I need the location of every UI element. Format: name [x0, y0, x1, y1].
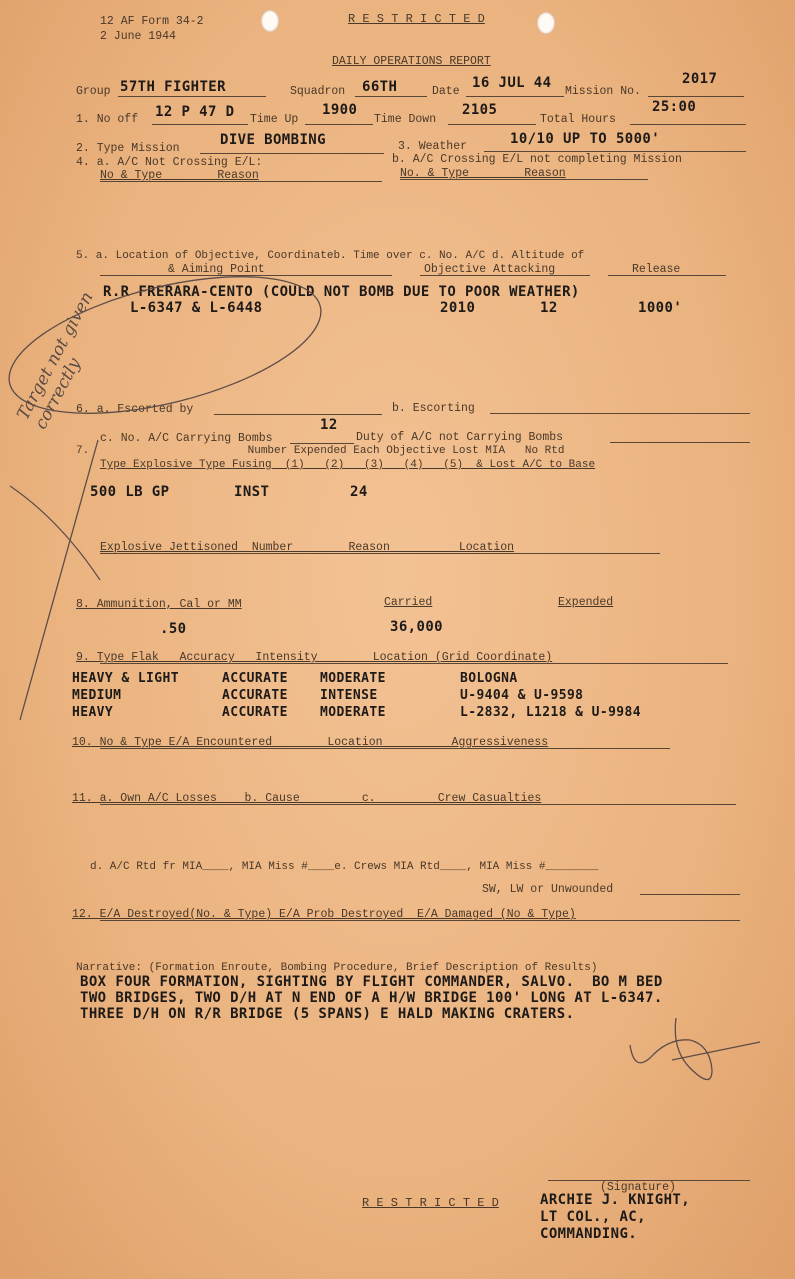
ea-destroyed-label: 12. E/A Destroyed(No. & Type) E/A Prob Destroyed E/A Damaged (No & Type)	[72, 908, 576, 921]
group-value: 57TH FIGHTER	[120, 79, 226, 95]
group-label: Group	[76, 85, 111, 98]
ammunition-label: 8. Ammunition, Cal or MM	[76, 598, 242, 611]
mission-label: Mission No.	[565, 85, 641, 98]
caliber-value: .50	[160, 621, 187, 637]
ac-not-crossing-label: 4. a. A/C Not Crossing E/L:	[76, 156, 263, 169]
flak-accuracy: ACCURATE	[222, 671, 288, 686]
no-off-label: 1. No off	[76, 113, 139, 126]
objective-value: R.R FRERARA-CENTO (COULD NOT BOMB DUE TO POOR WEATHER)	[103, 284, 580, 300]
explosive-header-1: 7. Number Expended Each Objective Lost MIA No Rtd	[76, 445, 565, 457]
type-mission-label: 2. Type Mission	[76, 142, 180, 155]
objective-attacking-label: Objective Attacking	[424, 263, 556, 276]
mission-value: 2017	[682, 71, 718, 87]
no-ac-value: 12	[540, 300, 558, 316]
ac-carrying-bombs-value: 12	[320, 417, 338, 433]
form-number: 12 AF Form 34-2	[100, 15, 204, 28]
time-up-label: Time Up	[250, 113, 299, 126]
margin-tick	[10, 486, 100, 580]
time-down-value: 2105	[462, 102, 498, 118]
wound-status-label: SW, LW or Unwounded	[482, 883, 614, 896]
coordinates-value: L-6347 & L-6448	[130, 300, 263, 316]
initials-mark	[630, 1018, 760, 1080]
ac-carrying-bombs-label: c. No. A/C Carrying Bombs	[100, 432, 273, 445]
narrative-label: Narrative: (Formation Enroute, Bombing Procedure, Brief Description of Results)	[76, 962, 598, 974]
carried-label: Carried	[384, 596, 433, 609]
own-losses-label: 11. a. Own A/C Losses b. Cause c. Crew Casualties	[72, 792, 542, 805]
duty-label: Duty of A/C not Carrying Bombs	[356, 431, 564, 444]
aiming-point-label: & Aiming Point	[168, 263, 265, 276]
weather-value: 10/10 UP TO 5000'	[510, 131, 661, 147]
total-hours-label: Total Hours	[540, 113, 616, 126]
time-over-value: 2010	[440, 300, 476, 316]
flak-intensity: MODERATE	[320, 705, 386, 720]
jettisoned-label: Explosive Jettisoned Number Reason Location	[100, 541, 515, 554]
margin-note: Target not given correctly	[13, 288, 98, 433]
signer-name: ARCHIE J. KNIGHT,	[540, 1192, 691, 1208]
report-title: DAILY OPERATIONS REPORT	[332, 55, 491, 68]
no-off-value: 12 P 47 D	[155, 104, 235, 120]
narrative-line: BOX FOUR FORMATION, SIGHTING BY FLIGHT COMMANDER, SALVO. BO M BED	[80, 974, 663, 990]
weather-label: 3. Weather	[398, 140, 468, 153]
enemy-aircraft-label: 10. No & Type E/A Encountered Location Aggressiveness	[72, 736, 549, 749]
explosive-type-value: 500 LB GP	[90, 484, 170, 500]
date-value: 16 JUL 44	[472, 75, 552, 91]
altitude-value: 1000'	[638, 300, 683, 316]
squadron-label: Squadron	[290, 85, 346, 98]
classification-footer: R E S T R I C T E D	[362, 1196, 499, 1210]
time-down-label: Time Down	[374, 113, 437, 126]
flak-accuracy: ACCURATE	[222, 688, 288, 703]
narrative-line: TWO BRIDGES, TWO D/H AT N END OF A H/W BRIDGE 100' LONG AT L-6347.	[80, 990, 663, 1006]
squadron-value: 66TH	[362, 79, 398, 95]
objective-header: 5. a. Location of Objective, Coordinateb. Time over c. No. A/C d. Altitude of	[76, 250, 585, 262]
date-label: Date	[432, 85, 460, 98]
narrative-line: THREE D/H ON R/R BRIDGE (5 SPANS) E HALD MAKING CRATERS.	[80, 1006, 575, 1022]
flak-type: HEAVY	[72, 705, 114, 720]
flak-location: U-9404 & U-9598	[460, 688, 584, 703]
classification-header: R E S T R I C T E D	[348, 12, 485, 26]
escorting-label: b. Escorting	[392, 402, 475, 415]
flak-type: HEAVY & LIGHT	[72, 671, 179, 686]
flak-header: 9. Type Flak Accuracy Intensity Location (Grid Coordinate)	[76, 651, 553, 664]
flak-location: BOLOGNA	[460, 671, 518, 686]
ac-crossing-sub: No. & Type Reason	[400, 167, 566, 180]
ac-crossing-label: b. A/C Crossing E/L not completing Mission	[392, 153, 682, 166]
fusing-value: INST	[234, 484, 270, 500]
release-label: Release	[632, 263, 681, 276]
signer-title: COMMANDING.	[540, 1226, 638, 1242]
mia-returned-line: d. A/C Rtd fr MIA____, MIA Miss #____e. Crews MIA Rtd____, MIA Miss #________	[90, 861, 599, 873]
flak-location: L-2832, L1218 & U-9984	[460, 705, 641, 720]
type-mission-value: DIVE BOMBING	[220, 132, 326, 148]
expended-label: Expended	[558, 596, 614, 609]
explosive-header-2: Type Explosive Type Fusing (1) (2) (3) (4) (5) & Lost A/C to Base	[100, 459, 596, 471]
total-hours-value: 25:00	[652, 99, 697, 115]
flak-type: MEDIUM	[72, 688, 122, 703]
carried-value: 36,000	[390, 619, 443, 635]
margin-slash	[20, 440, 98, 720]
ac-not-crossing-sub: No & Type Reason	[100, 169, 259, 182]
time-up-value: 1900	[322, 102, 358, 118]
flak-intensity: INTENSE	[320, 688, 378, 703]
signature-label: (Signature)	[600, 1181, 676, 1194]
flak-accuracy: ACCURATE	[222, 705, 288, 720]
number-expended-value: 24	[350, 484, 368, 500]
form-date: 2 June 1944	[100, 30, 176, 43]
margin-circle	[0, 250, 334, 440]
flak-intensity: MODERATE	[320, 671, 386, 686]
escorted-by-label: 6. a. Escorted by	[76, 403, 194, 416]
signer-rank: LT COL., AC,	[540, 1209, 646, 1225]
